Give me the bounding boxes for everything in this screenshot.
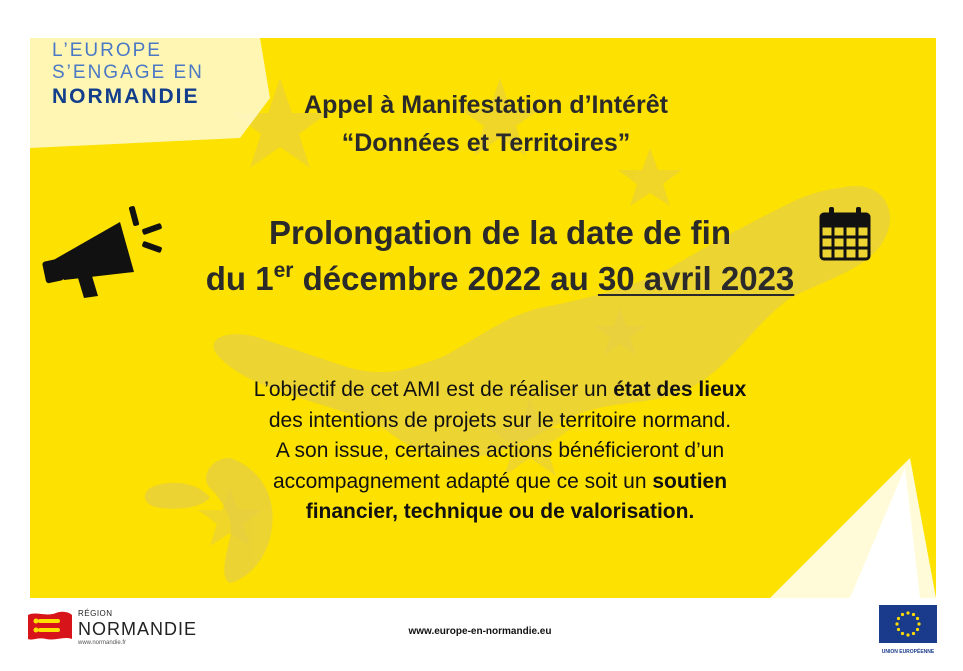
body-line-3: A son issue, certaines actions bénéficieront d’un [275, 439, 725, 462]
headline-middle: décembre 2022 au [293, 260, 598, 297]
body-paragraph [140, 375, 860, 528]
title-line-1: Appel à Manifestation d’Intérêt [304, 91, 668, 119]
body-line-1 [140, 375, 860, 406]
body-line-1-text: L’objectif de cet AMI est de réaliser un [253, 378, 614, 401]
europe-normandie-logo [52, 40, 204, 110]
logo-line-1: L’EUROPE [52, 40, 162, 61]
normandy-flag-icon [26, 609, 74, 645]
headline-end-date: 30 avril 2023 [597, 260, 795, 297]
region-normandie-logo [78, 609, 197, 647]
body-line-4-text: accompagnement adapté que ce soit un [272, 469, 653, 493]
body-line-2: des intentions de projets sur le territoire normand. [268, 408, 732, 432]
body-line-4 [140, 467, 860, 498]
body-line-1-bold: état des lieux [613, 378, 747, 401]
headline-line-1: Prolongation de la date de fin [268, 214, 732, 251]
website-link[interactable]: www.europe-en-normandie.eu [408, 626, 552, 637]
eu-caption: UNION EUROPÉENNE [881, 649, 935, 655]
region-name: NORMANDIE [78, 619, 198, 639]
body-line-4-bold: soutien [652, 469, 728, 493]
title-line-2: “Données et Territoires” [341, 129, 631, 157]
body-line-5 [140, 497, 860, 528]
region-url: www.normandie.fr [78, 640, 127, 646]
eu-logo [879, 605, 937, 655]
headline-line-2 [130, 258, 870, 300]
eu-flag-icon [879, 605, 937, 643]
region-small-label: RÉGION [78, 609, 113, 618]
headline-superscript: er [273, 259, 294, 282]
body-line-5-bold: financier, technique ou de valorisation. [305, 500, 695, 523]
logo-line-3: NORMANDIE [52, 85, 200, 108]
logo-line-2: S’ENGAGE EN [52, 62, 204, 83]
headline-prefix: du 1 [205, 260, 274, 297]
